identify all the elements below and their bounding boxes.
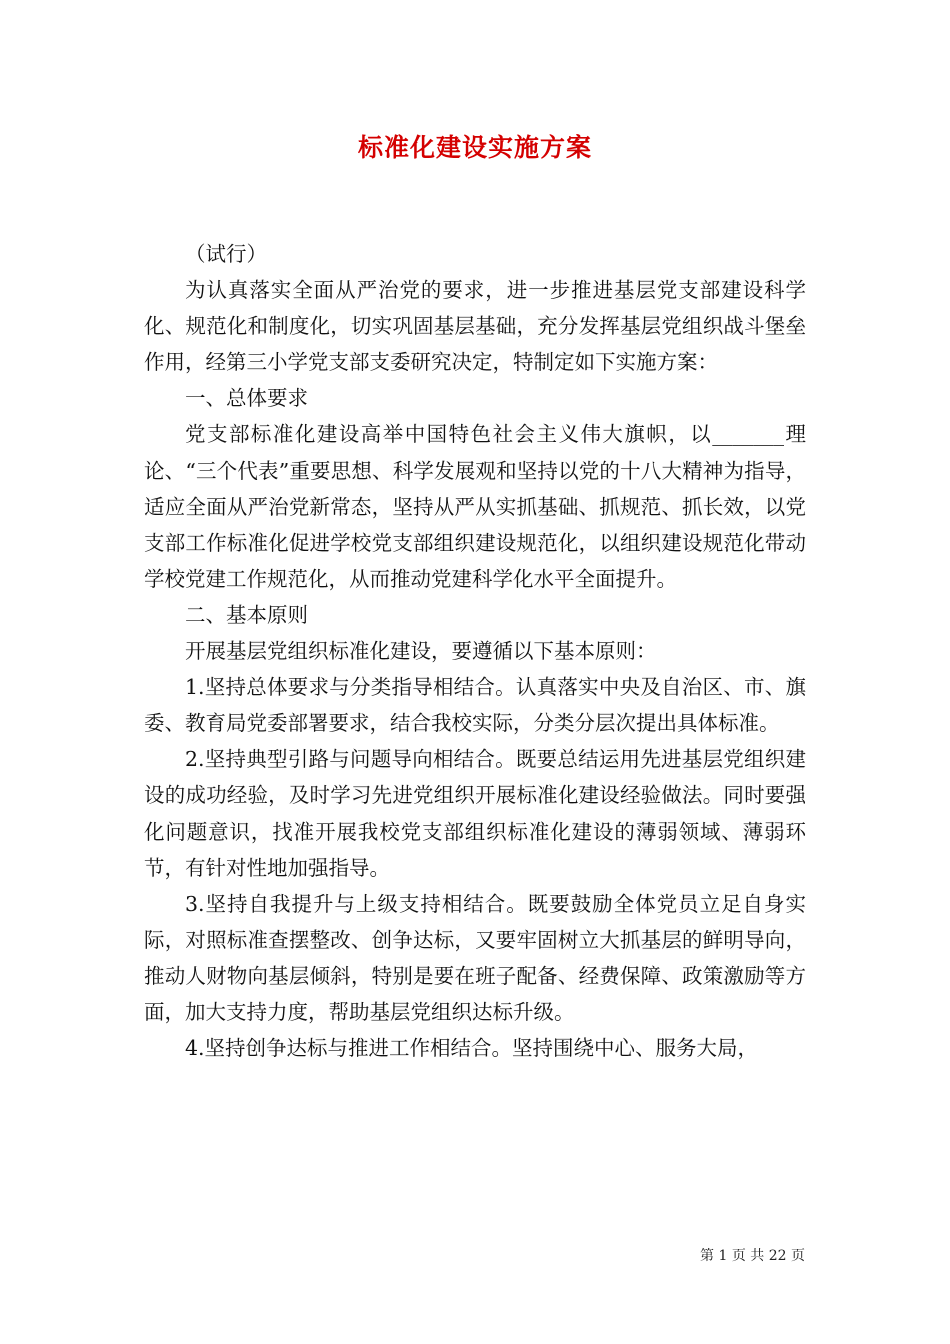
heading-basic-principles: 二、基本原则 <box>185 602 308 627</box>
paragraph-general-requirements: 党支部标准化建设高举中国特色社会主义伟大旗帜，以_______理论、“三个代表”重要思想、科学发展观和坚持以党的十八大精神为指导，适应全面从严治党新常态，坚持从严从实抓基础、抓规范、抓长效，以党支部工作标准化促进学校党支部组织建设规范化，以组织建设规范化带动学校党建工作规范化，从而推动党建科学化水平全面提升。 <box>144 422 806 591</box>
document-title: 标准化建设实施方案 <box>357 133 592 162</box>
paragraph-intro: 为认真落实全面从严治党的要求，进一步推进基层党支部建设科学化、规范化和制度化，切实巩固基层基础，充分发挥基层党组织战斗堡垒作用，经第三小学党支部支委研究决定，特制定如下实施方案： <box>144 278 806 375</box>
paragraph-principles-intro: 开展基层党组织标准化建设，要遵循以下基本原则： <box>185 639 657 664</box>
paragraph-trial-note: （试行） <box>185 242 267 266</box>
paragraph-principle-4: 4.坚持创争达标与推进工作相结合。坚持围绕中心、服务大局， <box>185 1036 759 1061</box>
page-number-footer: 第 1 页 共 22 页 <box>700 1248 805 1264</box>
paragraph-principle-2: 2.坚持典型引路与问题导向相结合。既要总结运用先进基层党组织建设的成功经验，及时学习先进党组织开展标准化建设经验做法。同时要强化问题意识，找准开展我校党支部组织标准化建设的薄弱领域、薄弱环节，有针对性地加强指导。 <box>144 747 806 880</box>
paragraph-principle-1: 1.坚持总体要求与分类指导相结合。认真落实中央及自治区、市、旗委、教育局党委部署要求，结合我校实际，分类分层次提出具体标准。 <box>144 675 806 736</box>
paragraph-principle-3: 3.坚持自我提升与上级支持相结合。既要鼓励全体党员立足自身实际，对照标准查摆整改、创争达标，又要牢固树立大抓基层的鲜明导向，推动人财物向基层倾斜，特别是要在班子配备、经费保障、政策激励等方面，加大支持力度，帮助基层党组织达标升级。 <box>144 891 806 1024</box>
document-body <box>144 236 806 1066</box>
heading-general-requirements: 一、总体要求 <box>185 386 308 411</box>
